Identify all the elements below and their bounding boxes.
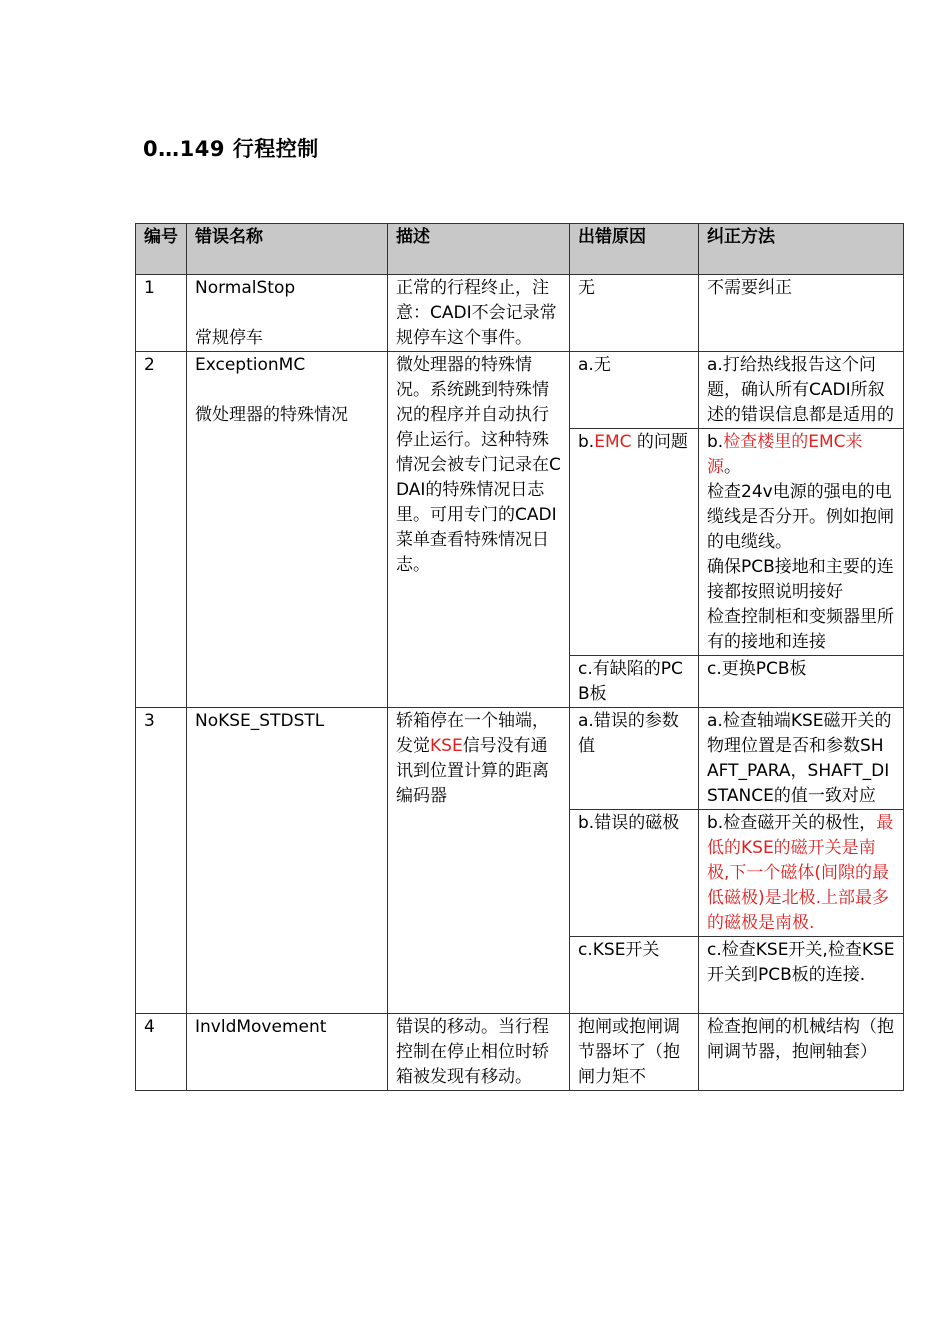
row-fix bbox=[699, 429, 904, 656]
desc-highlight: KSE bbox=[430, 736, 463, 756]
cause-rest: 的问题 bbox=[631, 432, 688, 452]
row-num: 2 bbox=[136, 352, 187, 708]
row-cause: a.无 bbox=[570, 352, 699, 429]
desc-text: 信号没有通讯到位置计算的距离编码器 bbox=[396, 736, 549, 806]
table-row bbox=[136, 1014, 904, 1091]
header-cause: 出错原因 bbox=[570, 224, 699, 275]
fix-prefix: b. bbox=[707, 432, 724, 452]
row-desc: 错误的移动。当行程控制在停止相位时轿箱被发现有移动。 bbox=[388, 1014, 570, 1091]
row-num: 3 bbox=[136, 708, 187, 1014]
row-name bbox=[187, 275, 388, 352]
table-header-row bbox=[136, 224, 904, 275]
table-row bbox=[136, 708, 904, 810]
fix-rest: 。 bbox=[724, 457, 741, 477]
row-cause bbox=[570, 429, 699, 656]
row-num: 4 bbox=[136, 1014, 187, 1091]
error-name-en: NormalStop bbox=[195, 278, 296, 298]
row-fix: a.检查轴端KSE磁开关的物理位置是否和参数SHAFT_PARA，SHAFT_DISTANCE的值一致对应 bbox=[699, 708, 904, 810]
row-name bbox=[187, 708, 388, 1014]
fix-step: 检查24v电源的强电的电缆线是否分开。例如抱闸的电缆线。 bbox=[707, 482, 894, 552]
row-fix: c.更换PCB板 bbox=[699, 656, 904, 708]
error-name-en: ExceptionMC bbox=[195, 355, 306, 375]
header-desc: 描述 bbox=[388, 224, 570, 275]
header-num: 编号 bbox=[136, 224, 187, 275]
fix-step: 检查控制柜和变频器里所有的接地和连接 bbox=[707, 607, 894, 652]
cause-prefix: b. bbox=[578, 432, 595, 452]
cause-highlight: EMC bbox=[594, 432, 632, 452]
table-row bbox=[136, 352, 904, 429]
row-fix: a.打给热线报告这个问题，确认所有CADI所叙述的错误信息都是适用的 bbox=[699, 352, 904, 429]
row-cause: c.KSE开关 bbox=[570, 937, 699, 1014]
row-fix bbox=[699, 810, 904, 937]
header-name: 错误名称 bbox=[187, 224, 388, 275]
row-desc: 正常的行程终止，注意：CADI不会记录常规停车这个事件。 bbox=[388, 275, 570, 352]
error-name-cn: 常规停车 bbox=[195, 328, 263, 348]
row-desc bbox=[388, 708, 570, 1014]
row-fix: 不需要纠正 bbox=[699, 275, 904, 352]
row-cause: 无 bbox=[570, 275, 699, 352]
fix-highlight: 检查楼里的EMC来源 bbox=[707, 432, 863, 477]
row-name bbox=[187, 352, 388, 708]
row-fix: c.检查KSE开关,检查KSE开关到PCB板的连接. bbox=[699, 937, 904, 1014]
fix-highlight: 最低的KSE的磁开关是南极,下一个磁体(间隙的最低磁极)是北极.上部最多的磁极是南极. bbox=[707, 813, 894, 933]
row-cause: b.错误的磁极 bbox=[570, 810, 699, 937]
row-num: 1 bbox=[136, 275, 187, 352]
error-name-en: NoKSE_STDSTL bbox=[195, 711, 325, 731]
row-cause: 抱闸或抱闸调节器坏了（抱闸力矩不 bbox=[570, 1014, 699, 1091]
row-name bbox=[187, 1014, 388, 1091]
row-cause: c.有缺陷的PCB板 bbox=[570, 656, 699, 708]
row-cause: a.错误的参数值 bbox=[570, 708, 699, 810]
error-name-en: InvldMovement bbox=[195, 1017, 327, 1037]
page-title: 0…149 行程控制 bbox=[143, 137, 319, 161]
header-fix: 纠正方法 bbox=[699, 224, 904, 275]
row-desc: 微处理器的特殊情况。系统跳到特殊情况的程序并自动执行停止运行。这种特殊情况会被专门记录在CDAI的特殊情况日志里。可用专门的CADI菜单查看特殊情况日志。 bbox=[388, 352, 570, 708]
row-fix: 检查抱闸的机械结构（抱闸调节器，抱闸轴套） bbox=[699, 1014, 904, 1091]
fix-text: b.检查磁开关的极性， bbox=[707, 813, 877, 833]
table-row bbox=[136, 275, 904, 352]
fix-step: 确保PCB接地和主要的连接都按照说明接好 bbox=[707, 557, 894, 602]
desc-text: 轿箱停在一个轴端，发觉 bbox=[396, 711, 549, 756]
error-table bbox=[135, 223, 904, 1091]
error-name-cn: 微处理器的特殊情况 bbox=[195, 405, 348, 425]
